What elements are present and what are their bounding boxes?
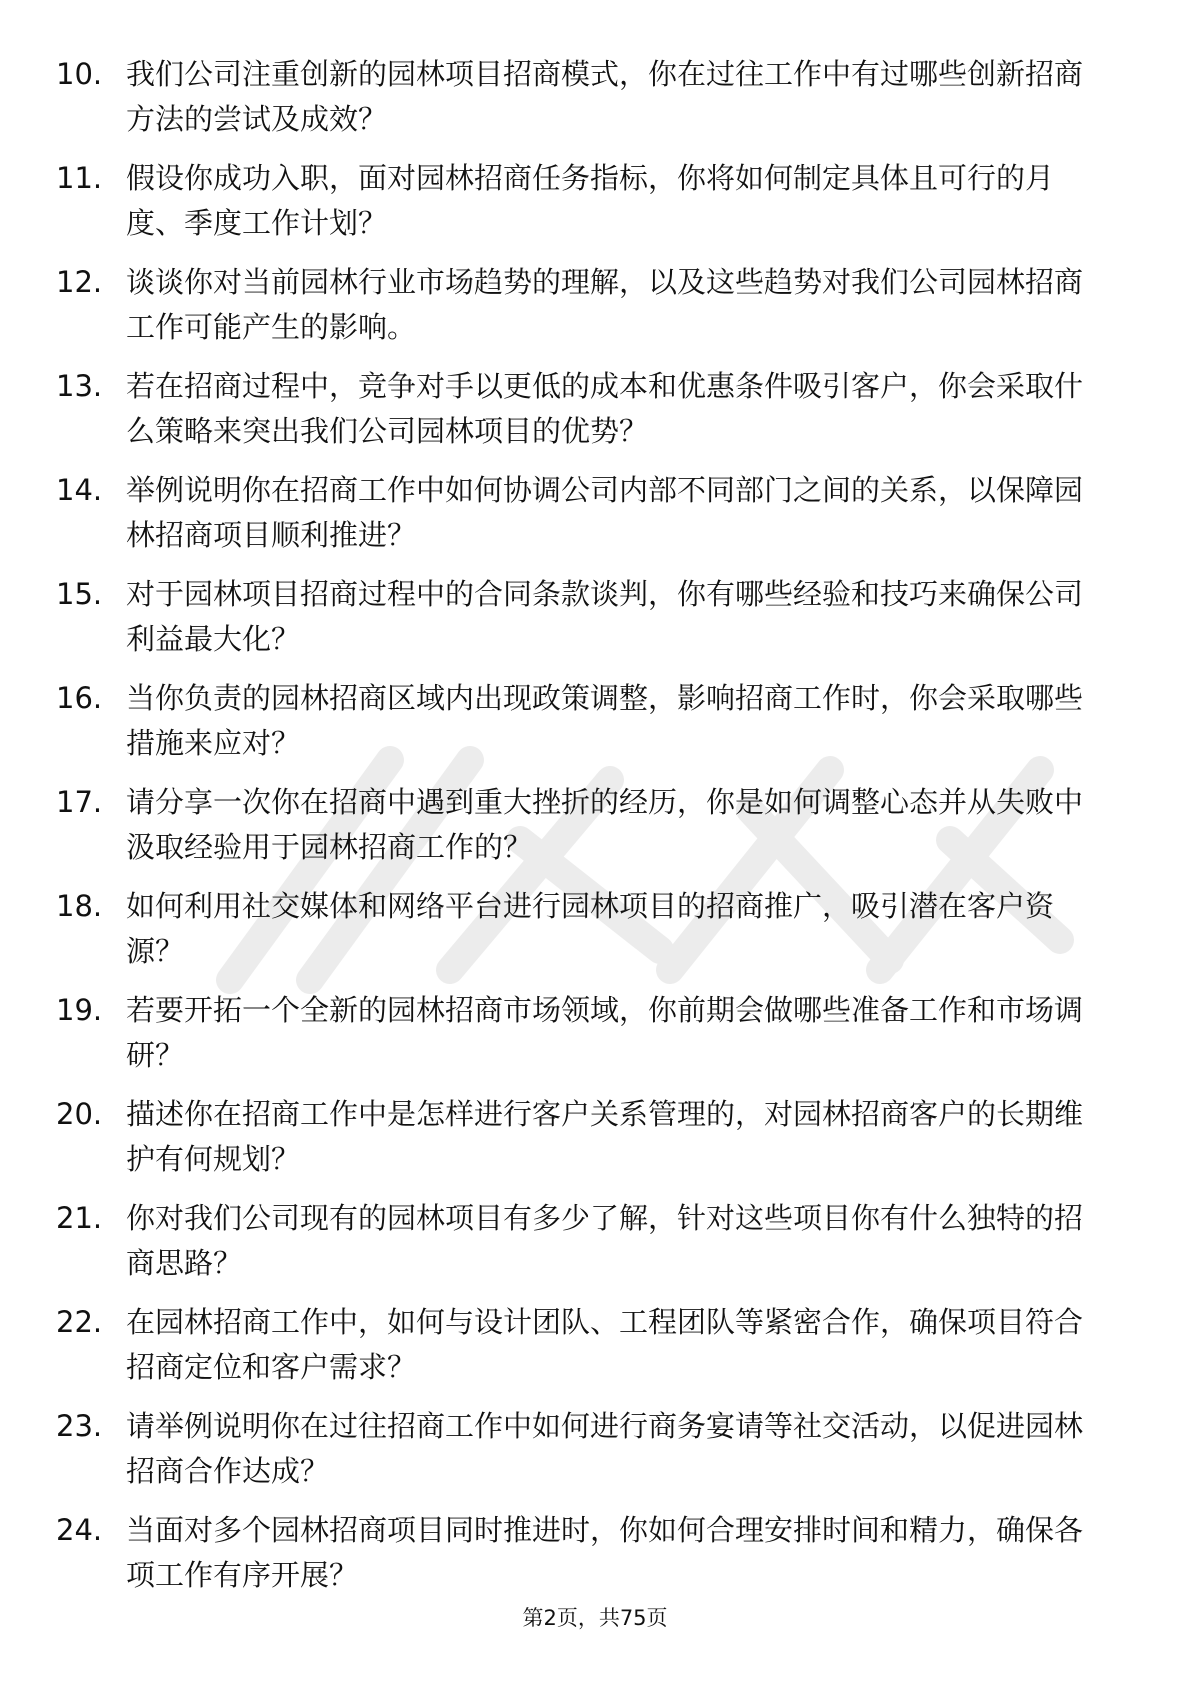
- question-number: 22.: [56, 1305, 103, 1339]
- question-item: [56, 1508, 1106, 1612]
- question-text: 若要开拓一个全新的园林招商市场领域，你前期会做哪些准备工作和市场调研？: [126, 993, 1084, 1072]
- question-text: 若在招商过程中，竞争对手以更低的成本和优惠条件吸引客户，你会采取什么策略来突出我们公司园林项目的优势？: [126, 369, 1084, 448]
- question-item: [56, 676, 1106, 780]
- question-number: 20.: [56, 1097, 103, 1131]
- question-item: [56, 260, 1106, 364]
- question-number: 21.: [56, 1201, 103, 1235]
- question-text: 在园林招商工作中，如何与设计团队、工程团队等紧密合作，确保项目符合招商定位和客户需求？: [126, 1305, 1084, 1384]
- question-number: 10.: [56, 57, 103, 91]
- question-number: 18.: [56, 889, 103, 923]
- page-footer: 第2页，共75页: [522, 1606, 668, 1630]
- question-item: [56, 1404, 1106, 1508]
- question-number: 16.: [56, 681, 103, 715]
- question-text: 如何利用社交媒体和网络平台进行园林项目的招商推广，吸引潜在客户资源？: [126, 889, 1055, 968]
- question-item: [56, 1300, 1106, 1404]
- question-item: [56, 1092, 1106, 1196]
- question-item: [56, 156, 1106, 260]
- question-item: [56, 468, 1106, 572]
- question-number: 15.: [56, 577, 103, 611]
- question-number: 14.: [56, 473, 103, 507]
- question-item: [56, 988, 1106, 1092]
- question-list: [56, 52, 1106, 1612]
- question-item: [56, 780, 1106, 884]
- question-number: 17.: [56, 785, 103, 819]
- question-number: 13.: [56, 369, 103, 403]
- question-item: [56, 572, 1106, 676]
- question-number: 12.: [56, 265, 103, 299]
- question-item: [56, 364, 1106, 468]
- question-text: 当你负责的园林招商区域内出现政策调整，影响招商工作时，你会采取哪些措施来应对？: [126, 681, 1084, 760]
- question-text: 当面对多个园林招商项目同时推进时，你如何合理安排时间和精力，确保各项工作有序开展？: [126, 1513, 1084, 1592]
- question-text: 描述你在招商工作中是怎样进行客户关系管理的，对园林招商客户的长期维护有何规划？: [126, 1097, 1084, 1176]
- question-text: 请举例说明你在过往招商工作中如何进行商务宴请等社交活动，以促进园林招商合作达成？: [126, 1409, 1084, 1488]
- question-text: 请分享一次你在招商中遇到重大挫折的经历，你是如何调整心态并从失败中汲取经验用于园林招商工作的？: [126, 785, 1084, 864]
- question-item: [56, 884, 1106, 988]
- question-item: [56, 1196, 1106, 1300]
- question-number: 23.: [56, 1409, 103, 1443]
- question-number: 11.: [56, 161, 103, 195]
- question-text: 谈谈你对当前园林行业市场趋势的理解，以及这些趋势对我们公司园林招商工作可能产生的影响。: [126, 265, 1084, 344]
- question-text: 对于园林项目招商过程中的合同条款谈判，你有哪些经验和技巧来确保公司利益最大化？: [126, 577, 1084, 656]
- question-text: 假设你成功入职，面对园林招商任务指标，你将如何制定具体且可行的月度、季度工作计划？: [126, 161, 1055, 240]
- question-number: 24.: [56, 1513, 103, 1547]
- question-number: 19.: [56, 993, 103, 1027]
- question-text: 你对我们公司现有的园林项目有多少了解，针对这些项目你有什么独特的招商思路？: [126, 1201, 1084, 1280]
- question-text: 我们公司注重创新的园林项目招商模式，你在过往工作中有过哪些创新招商方法的尝试及成效？: [126, 57, 1084, 136]
- question-item: [56, 52, 1106, 156]
- question-text: 举例说明你在招商工作中如何协调公司内部不同部门之间的关系，以保障园林招商项目顺利推进？: [126, 473, 1084, 552]
